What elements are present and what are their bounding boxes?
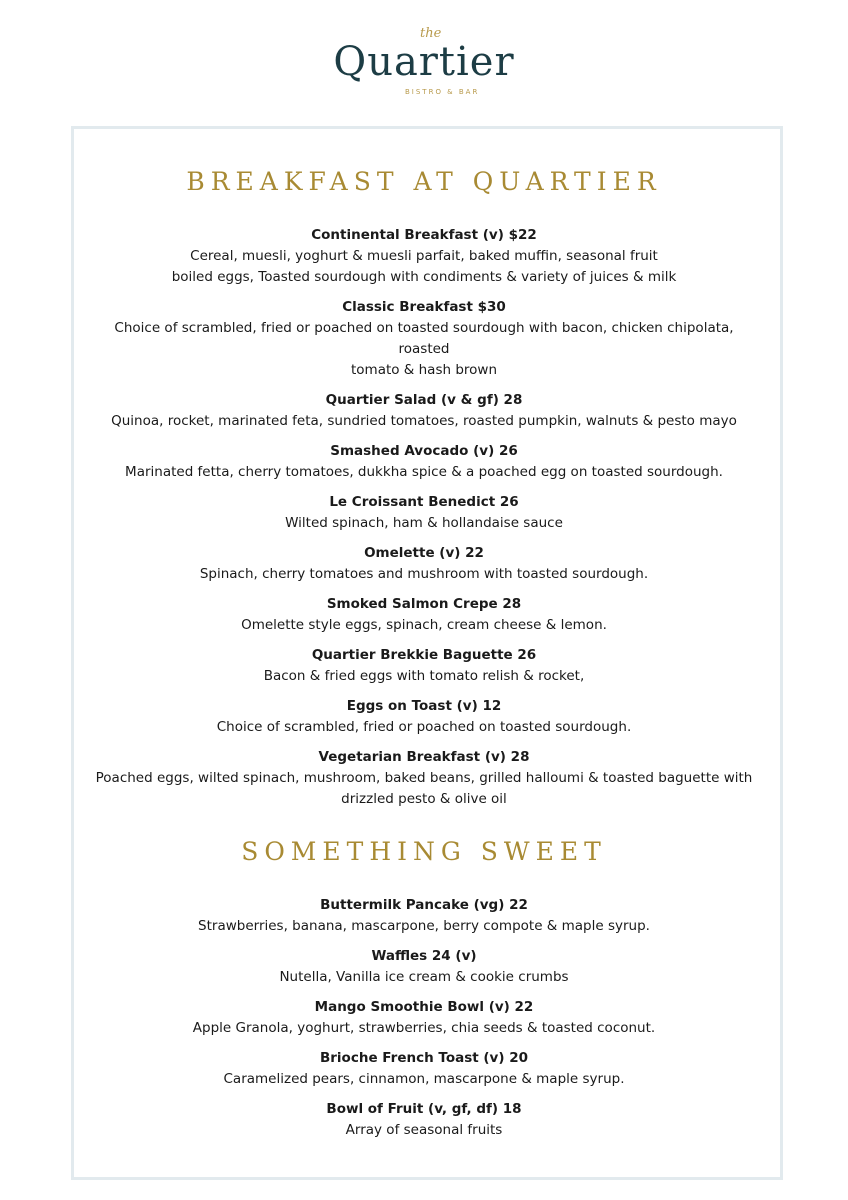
menu-item-name: Quartier Salad (v & gf) 28 — [325, 392, 523, 408]
menu-item-description: Strawberries, banana, mascarpone, berry compote & maple syrup. — [198, 918, 650, 934]
menu-item — [90, 696, 758, 738]
menu-item — [90, 747, 758, 810]
menu-item — [90, 225, 758, 288]
menu-item-description: drizzled pesto & olive oil — [341, 791, 507, 807]
menu-item — [90, 297, 758, 381]
menu-item-description: Spinach, cherry tomatoes and mushroom with toasted sourdough. — [199, 566, 649, 582]
menu-item-description: Choice of scrambled, fried or poached on toasted sourdough. — [216, 719, 632, 735]
menu-item — [90, 1099, 758, 1141]
menu-item — [90, 390, 758, 432]
menu-item-name: Omelette (v) 22 — [364, 545, 484, 561]
menu-item — [90, 645, 758, 687]
menu-item-name: Mango Smoothie Bowl (v) 22 — [314, 999, 534, 1015]
menu-item-name: Brioche French Toast (v) 20 — [319, 1050, 529, 1066]
menu-item-description: Omelette style eggs, spinach, cream cheese & lemon. — [241, 617, 607, 633]
logo-name: Quartier — [333, 39, 515, 85]
logo-subtitle: BISTRO & BAR — [405, 88, 480, 96]
menu-item — [90, 895, 758, 937]
menu-item-name: Vegetarian Breakfast (v) 28 — [318, 749, 530, 765]
menu-item-name: Waffles 24 (v) — [371, 948, 477, 964]
menu-item-name: Smashed Avocado (v) 26 — [330, 443, 518, 459]
menu-item-description: Wilted spinach, ham & hollandaise sauce — [285, 515, 563, 531]
menu-item-name: Quartier Brekkie Baguette 26 — [311, 647, 537, 663]
menu-item-description: Cereal, muesli, yoghurt & muesli parfait, baked muffin, seasonal fruit — [190, 248, 658, 264]
menu-item — [90, 492, 758, 534]
menu-item-name: Bowl of Fruit (v, gf, df) 18 — [326, 1101, 522, 1117]
menu-item-name: Le Croissant Benedict 26 — [329, 494, 519, 510]
menu-item — [90, 543, 758, 585]
menu-item — [90, 594, 758, 636]
logo — [0, 0, 848, 110]
menu-item-description: Array of seasonal fruits — [345, 1122, 503, 1138]
menu-item-description: boiled eggs, Toasted sourdough with condiments & variety of juices & milk — [171, 269, 677, 285]
menu-item-description: tomato & hash brown — [350, 362, 498, 378]
menu-item — [90, 946, 758, 988]
menu-item-description: Caramelized pears, cinnamon, mascarpone & maple syrup. — [223, 1071, 625, 1087]
menu-item-description: Bacon & fried eggs with tomato relish & rocket, — [263, 668, 585, 684]
menu-item — [90, 1048, 758, 1090]
logo-the: the — [420, 26, 442, 41]
menu-item — [90, 441, 758, 483]
menu-item-name: Continental Breakfast (v) $22 — [311, 227, 537, 243]
menu-item-name: Buttermilk Pancake (vg) 22 — [320, 897, 528, 913]
menu-item-name: Eggs on Toast (v) 12 — [346, 698, 502, 714]
sweet-title: SOMETHING SWEET — [241, 837, 607, 866]
menu-item-name: Classic Breakfast $30 — [342, 299, 506, 315]
sweet-list — [90, 895, 758, 1141]
menu-item-description: Choice of scrambled, fried or poached on toasted sourdough with bacon, chicken chipolata, roasted — [114, 320, 734, 357]
menu-item — [90, 997, 758, 1039]
menu-item-name: Smoked Salmon Crepe 28 — [326, 596, 522, 612]
menu-item-description: Nutella, Vanilla ice cream & cookie crumbs — [279, 969, 569, 985]
menu-item-description: Marinated fetta, cherry tomatoes, dukkha spice & a poached egg on toasted sourdough. — [125, 464, 723, 480]
breakfast-title: BREAKFAST AT QUARTIER — [186, 167, 662, 196]
menu-item-description: Quinoa, rocket, marinated feta, sundried tomatoes, roasted pumpkin, walnuts & pesto mayo — [111, 413, 737, 429]
menu-item-description: Poached eggs, wilted spinach, mushroom, baked beans, grilled halloumi & toasted baguette with — [95, 770, 753, 786]
breakfast-list — [90, 225, 758, 810]
menu-item-description: Apple Granola, yoghurt, strawberries, chia seeds & toasted coconut. — [192, 1020, 656, 1036]
